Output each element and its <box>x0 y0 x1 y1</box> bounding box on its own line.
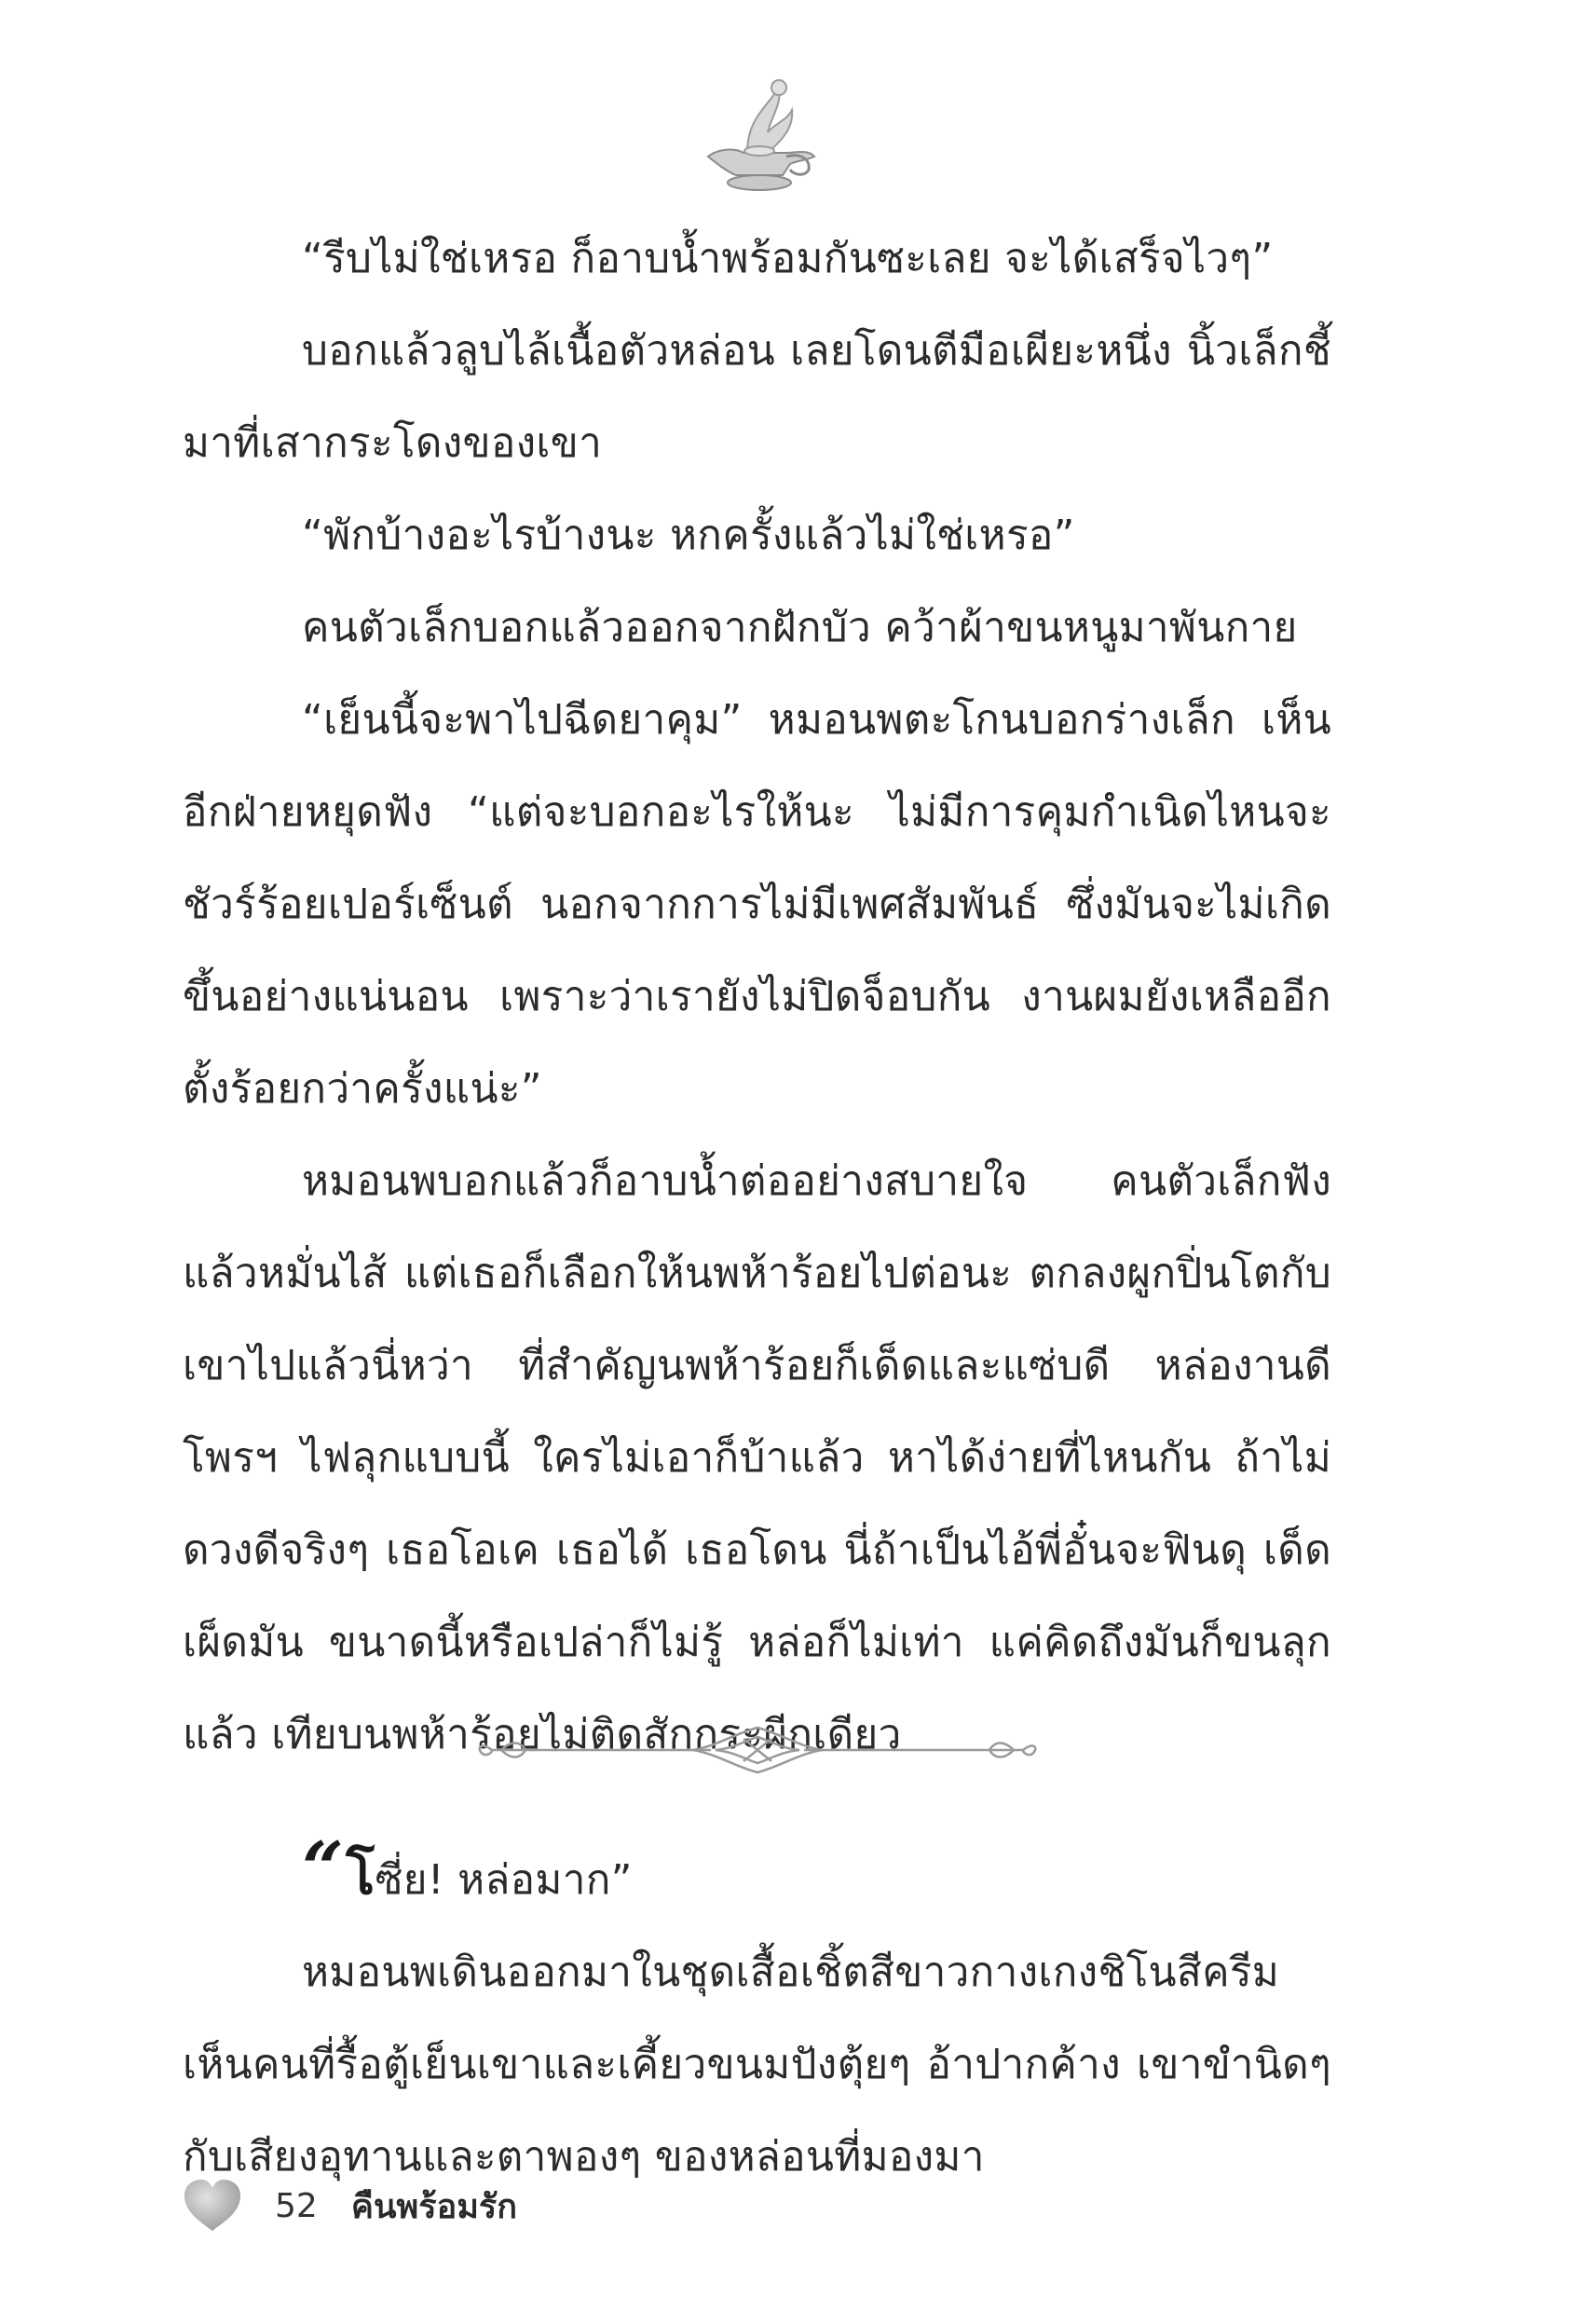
genie-lamp-icon <box>689 67 829 198</box>
opening-initial: โ <box>346 1843 375 1907</box>
opening-quote-mark: “ <box>302 1826 345 1911</box>
body-text-lower <box>183 1826 1331 2203</box>
page-footer <box>182 2173 517 2238</box>
diamond-divider-icon <box>473 1722 1042 1778</box>
paragraph: หมอนพเดินออกมาในชุดเสื้อเชิ้ตสีขาวกางเกงชิโนสีครีม เห็นคนที่รื้อตู้เย็นเขาและเคี้ยวขนมปังตุ้ยๆ อ้าปากค้าง เขาขำนิดๆ กับเสียงอุทานและตาพองๆ ของหล่อนที่มองมา <box>183 1949 1331 2181</box>
paragraph: “รีบไม่ใช่เหรอ ก็อาบน้ำพร้อมกันซะเลย จะได้เสร็จไวๆ” <box>302 235 1274 282</box>
heart-icon <box>182 2177 243 2235</box>
opening-line <box>183 1826 1331 1926</box>
paragraph: หมอนพบอกแล้วก็อาบน้ำต่ออย่างสบายใจ คนตัวเล็กฟังแล้วหมั่นไส้ แต่เธอก็เลือกให้นพห้าร้อยไปต่อนะ ตกลงผูกปิ่นโตกับเขาไปแล้วนี่หว่า ที่สำคัญนพห้าร้อยก็เด็ดและแซ่บดี หล่องานดีโพรฯ ไฟลุกแบบนี้ ใครไม่เอาก็บ้าแล้ว หาได้ง่ายที่ไหนกัน ถ้าไม่ดวงดีจริงๆ เธอโอเค เธอได้ เธอโดน นี่ถ้าเป็นไอ้พี่อั๋นจะฟินดุ เด็ด เผ็ดมัน ขนาดนี้หรือเปล่าก็ไม่รู้ หล่อก็ไม่เท่า แค่คิดถึงมันก็ขนลุกแล้ว เทียบนพห้าร้อยไม่ติดสักกระผีกเดียว <box>183 1157 1331 1758</box>
paragraph: บอกแล้วลูบไล้เนื้อตัวหล่อน เลยโดนตีมือเผียะหนึ่ง นิ้วเล็กชี้มาที่เสากระโดงของเขา <box>183 327 1331 467</box>
paragraph: “เย็นนี้จะพาไปฉีดยาคุม” หมอนพตะโกนบอกร่างเล็ก เห็นอีกฝ่ายหยุดฟัง “แต่จะบอกอะไรให้นะ ไม่มีการคุมกำเนิดไหนจะชัวร์ร้อยเปอร์เซ็นต์ นอกจากการไม่มีเพศสัมพันธ์ ซึ่งมันจะไม่เกิดขึ้นอย่างแน่นอน เพราะว่าเรายังไม่ปิดจ็อบกัน งานผมยังเหลืออีกตั้งร้อยกว่าครั้งแน่ะ” <box>183 696 1331 1113</box>
paragraph: คนตัวเล็กบอกแล้วออกจากฝักบัว คว้าผ้าขนหนูมาพันกาย <box>302 604 1298 651</box>
book-title: คืนพร้อมรัก <box>350 2187 518 2226</box>
paragraph: “พักบ้างอะไรบ้างนะ หกครั้งแล้วไม่ใช่เหรอ” <box>302 512 1075 559</box>
page-number: 52 <box>275 2186 318 2225</box>
opening-text: ซี่ย! หล่อมาก” <box>375 1856 633 1904</box>
body-text-upper <box>183 212 1331 1781</box>
